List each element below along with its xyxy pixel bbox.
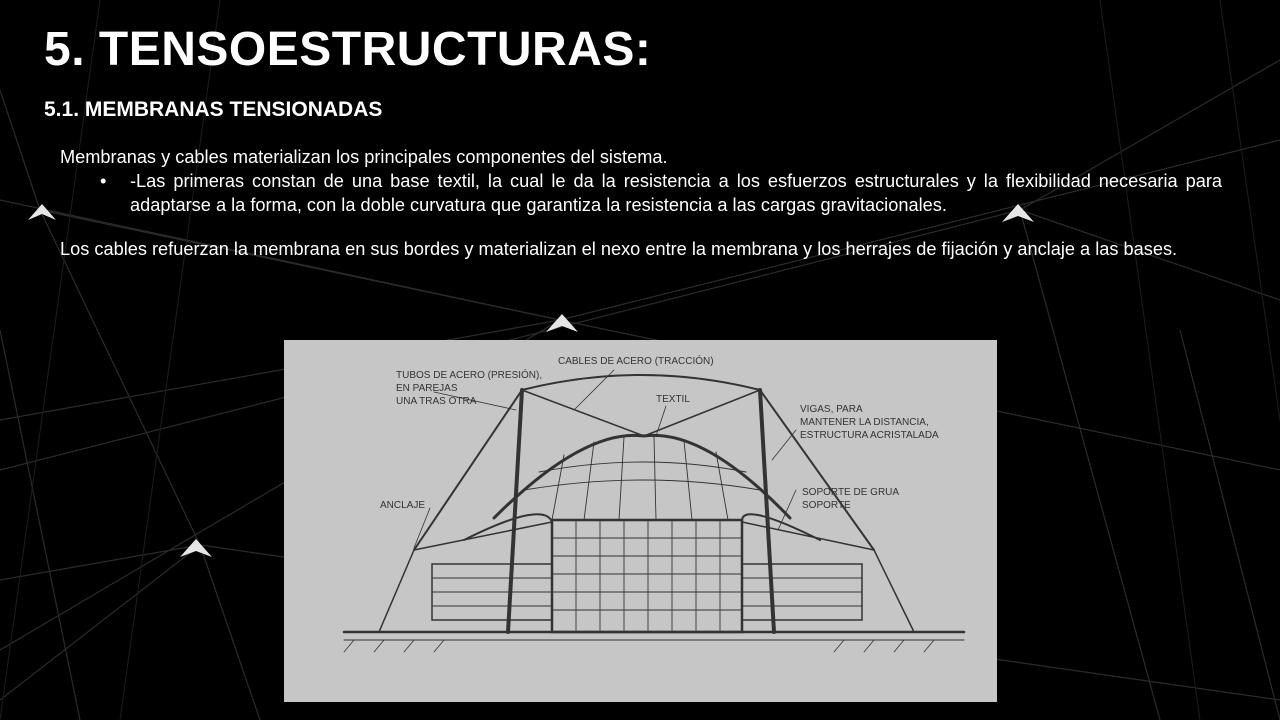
- cables-paragraph: Los cables refuerzan la membrana en sus bordes y materializan el nexo entre la membrana y los herrajes de fijación y anclaje a las bases.: [60, 239, 1178, 259]
- bullet-text: -Las primeras constan de una base textil, la cual le da la resistencia a los esfuerzos estructurales y la flexibilidad necesaria para adaptarse a la forma, con la doble curvatura que garantiza la resistencia a las cargas gravitacionales.: [130, 171, 1222, 215]
- slide-subtitle: 5.1. MEMBRANAS TENSIONADAS: [44, 98, 383, 121]
- label-soporte: SOPORTE: [802, 500, 851, 511]
- label-vigas-2: MANTENER LA DISTANCIA,: [800, 417, 929, 428]
- label-cables: CABLES DE ACERO (TRACCIÓN): [558, 356, 714, 367]
- slide-title: 5. TENSOESTRUCTURAS:: [44, 23, 652, 76]
- label-vigas-1: VIGAS, PARA: [800, 404, 863, 415]
- label-anclaje: ANCLAJE: [380, 500, 426, 511]
- label-soporte-grua: SOPORTE DE GRUA: [802, 487, 900, 498]
- bullet-marker: •: [100, 171, 107, 191]
- label-textil: TEXTIL: [656, 394, 690, 405]
- diagram-sketch: [284, 340, 997, 702]
- slide-body: [60, 145, 1222, 261]
- intro-paragraph: Membranas y cables materializan los principales componentes del sistema.: [60, 147, 668, 167]
- tensile-structure-diagram: [284, 340, 997, 702]
- bullet-item: [100, 169, 1222, 217]
- label-tubos-2: EN PAREJAS: [396, 383, 458, 394]
- label-tubos-3: UNA TRAS OTRA: [396, 396, 477, 407]
- label-tubos-1: TUBOS DE ACERO (PRESIÓN),: [396, 370, 543, 381]
- label-vigas-3: ESTRUCTURA ACRISTALADA: [800, 430, 939, 441]
